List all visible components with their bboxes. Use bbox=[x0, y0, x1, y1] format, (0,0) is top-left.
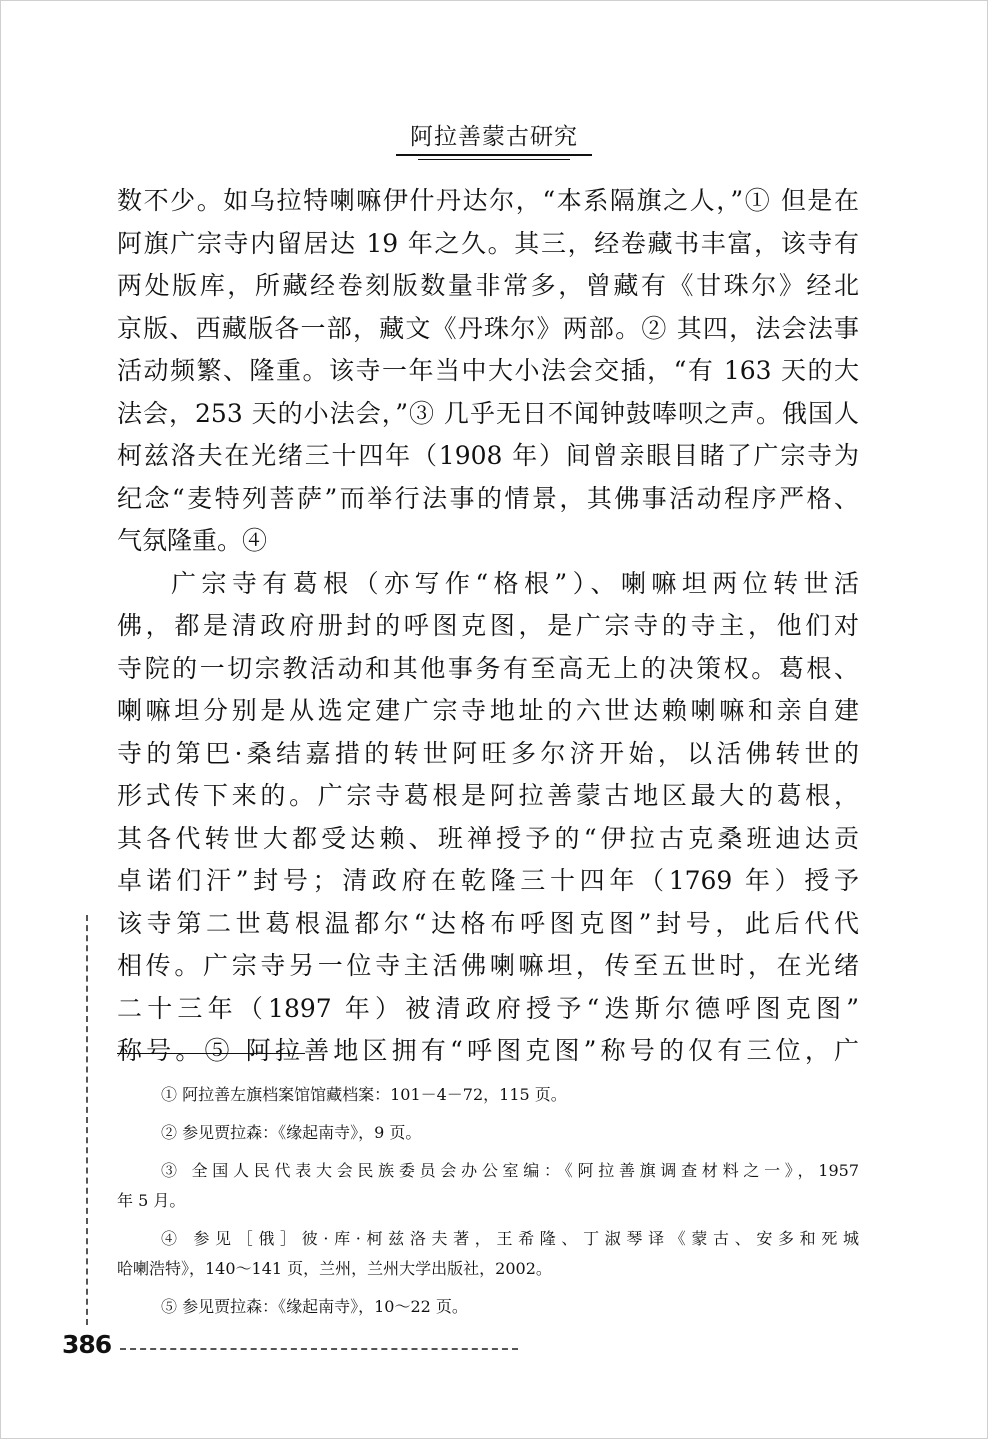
footer-dashed-rule bbox=[120, 1348, 518, 1350]
text-line: 其各代转世大都受达赖、班禅授予的“伊拉古克桑班迪达贡 bbox=[117, 823, 859, 853]
header-title: 阿拉善蒙古研究 bbox=[396, 118, 592, 156]
text-line: 柯兹洛夫在光绪三十四年（1908 年）间曾亲眼目睹了广宗寺为 bbox=[117, 441, 859, 470]
footnotes bbox=[117, 1080, 859, 1322]
footnote-5: ⑤ 参见贾拉森：《缘起南寺》，10～22 页。 bbox=[161, 1297, 468, 1316]
text-line: 寺的第巴·桑结嘉措的转世阿旺多尔济开始，以活佛转世的 bbox=[117, 738, 859, 768]
footnote-4: ④ 参见［俄］彼·库·柯兹洛夫著，王希隆、丁淑琴译《蒙古、安多和死城 bbox=[161, 1229, 859, 1248]
text-line: 形式传下来的。广宗寺葛根是阿拉善蒙古地区最大的葛根， bbox=[117, 781, 859, 810]
footnote-2: ② 参见贾拉森：《缘起南寺》，9 页。 bbox=[161, 1123, 422, 1142]
text-line: 两处版库，所藏经卷刻版数量非常多，曾藏有《甘珠尔》经北 bbox=[117, 271, 859, 300]
text-line: 佛，都是清政府册封的呼图克图，是广宗寺的寺主，他们对 bbox=[117, 611, 859, 640]
text-line: 京版、西藏版各一部，藏文《丹珠尔》两部。② 其四，法会法事 bbox=[117, 313, 859, 343]
text-line: 数不少。如乌拉特喇嘛伊什丹达尔，“本系隔旗之人，”① 但是在 bbox=[117, 186, 859, 215]
text-line: 称号。⑤ 阿拉善地区拥有“呼图克图”称号的仅有三位，广 bbox=[117, 1036, 859, 1065]
footnote-separator bbox=[117, 1053, 305, 1054]
text-line: 该寺第二世葛根温都尔“达格布呼图克图”封号，此后代代 bbox=[117, 908, 859, 938]
text-line: 纪念“麦特列菩萨”而举行法事的情景，其佛事活动程序严格、 bbox=[117, 483, 859, 513]
footnote-4-continued: 哈喇浩特》，140～141 页，兰州，兰州大学出版社，2002。 bbox=[117, 1259, 552, 1278]
margin-dashed-rule bbox=[86, 915, 88, 1325]
text-line: 气氛隆重。④ bbox=[117, 526, 268, 555]
body-text bbox=[117, 180, 859, 1073]
paragraph-start-line: 广宗寺有葛根（亦写作“格根”）、喇嘛坦两位转世活 bbox=[171, 568, 859, 598]
text-line: 寺院的一切宗教活动和其他事务有至高无上的决策权。葛根、 bbox=[117, 653, 859, 683]
text-line: 二十三年（1897 年）被清政府授予“迭斯尔德呼图克图” bbox=[117, 993, 859, 1023]
text-line: 卓诺们汗”封号；清政府在乾隆三十四年（1769 年）授予 bbox=[117, 866, 859, 895]
running-header bbox=[0, 118, 988, 156]
footnote-3: ③ 全国人民代表大会民族委员会办公室编：《阿拉善旗调查材料之一》，1957 bbox=[161, 1161, 859, 1180]
text-line: 喇嘛坦分别是从选定建广宗寺地址的六世达赖喇嘛和亲自建 bbox=[117, 696, 859, 725]
footnote-1: ① 阿拉善左旗档案馆馆藏档案：101－4－72，115 页。 bbox=[161, 1085, 567, 1104]
text-line: 相传。广宗寺另一位寺主活佛喇嘛坦，传至五世时，在光绪 bbox=[117, 951, 859, 980]
footnote-3-continued: 年 5 月。 bbox=[117, 1191, 186, 1210]
text-line: 活动频繁、隆重。该寺一年当中大小法会交插，“有 163 天的大 bbox=[117, 356, 859, 385]
text-line: 阿旗广宗寺内留居达 19 年之久。其三，经卷藏书丰富，该寺有 bbox=[117, 228, 859, 258]
text-line: 法会，253 天的小法会，”③ 几乎无日不闻钟鼓唪呗之声。俄国人 bbox=[117, 398, 859, 428]
page-number: 386 bbox=[62, 1330, 112, 1359]
